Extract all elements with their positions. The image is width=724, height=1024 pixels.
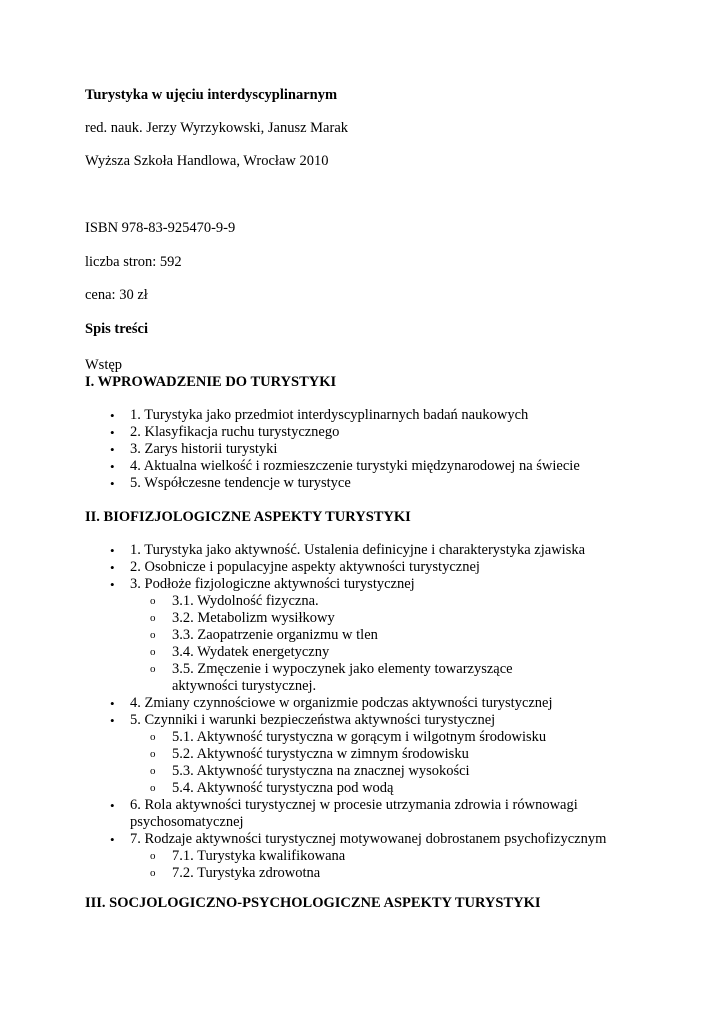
sublist-item-label: 5.2. Aktywność turystyczna w zimnym środowisku: [172, 746, 469, 762]
book-publisher: Wyższa Szkoła Handlowa, Wrocław 2010: [85, 153, 329, 169]
list-item: [85, 559, 645, 576]
sublist-item: [130, 627, 645, 644]
sublist-item: [130, 848, 645, 865]
circle-bullet-icon: o: [150, 612, 156, 624]
toc-heading: Spis treści: [85, 321, 148, 337]
bullet-icon: •: [110, 425, 115, 440]
list-item-label: 2. Osobnicze i populacyjne aspekty aktywności turystycznej: [130, 559, 480, 575]
sublist-item-label: 3.4. Wydatek energetyczny: [172, 644, 330, 660]
sublist-item: [130, 763, 645, 780]
circle-bullet-icon: o: [150, 850, 156, 862]
sublist-item: [130, 593, 645, 610]
list-item: [85, 542, 645, 559]
section-2-list: [85, 542, 645, 882]
sublist-item: [130, 865, 645, 882]
list-item: [85, 831, 645, 882]
sublist-item-label: 5.3. Aktywność turystyczna na znacznej wysokości: [172, 763, 470, 779]
list-item: [85, 407, 645, 424]
book-editors: red. nauk. Jerzy Wyrzykowski, Janusz Marak: [85, 120, 349, 136]
sublist-item-label: 7.1. Turystyka kwalifikowana: [172, 848, 346, 864]
list-item-label: 5. Współczesne tendencje w turystyce: [130, 475, 351, 491]
sublist-item: [130, 644, 645, 661]
sublist-item: [130, 780, 645, 797]
bullet-icon: •: [110, 696, 115, 711]
book-price: cena: 30 zł: [85, 287, 148, 303]
sublist-item-label: 5.4. Aktywność turystyczna pod wodą: [172, 780, 394, 796]
sublist-item-label: 7.2. Turystyka zdrowotna: [172, 865, 321, 881]
list-item: [85, 576, 645, 695]
list-item: [85, 458, 645, 475]
section-title: II. BIOFIZJOLOGICZNE ASPEKTY TURYSTYKI: [85, 509, 411, 525]
list-item-label: 1. Turystyka jako przedmiot interdyscyplinarnych badań naukowych: [130, 407, 529, 423]
circle-bullet-icon: o: [150, 629, 156, 641]
list-item-label: 2. Klasyfikacja ruchu turystycznego: [130, 424, 340, 440]
bullet-icon: •: [110, 577, 115, 592]
circle-bullet-icon: o: [150, 765, 156, 777]
sublist-item: [130, 729, 645, 746]
circle-bullet-icon: o: [150, 663, 156, 675]
toc-intro: Wstęp: [85, 357, 123, 373]
sublist-item-label: 3.3. Zaopatrzenie organizmu w tlen: [172, 627, 378, 643]
list-item: [85, 712, 645, 797]
sublist: [130, 593, 645, 695]
list-item-label: 4. Aktualna wielkość i rozmieszczenie turystyki międzynarodowej na świecie: [130, 458, 580, 474]
circle-bullet-icon: o: [150, 595, 156, 607]
list-item: [85, 797, 600, 831]
sublist: [130, 848, 645, 882]
circle-bullet-icon: o: [150, 867, 156, 879]
bullet-icon: •: [110, 543, 115, 558]
document-page: [85, 0, 685, 1024]
circle-bullet-icon: o: [150, 646, 156, 658]
list-item-label: 5. Czynniki i warunki bezpieczeństwa aktywności turystycznej: [130, 712, 496, 728]
section-title: I. WPROWADZENIE DO TURYSTYKI: [85, 374, 337, 390]
sublist-item: [130, 661, 572, 695]
sublist-item: [130, 746, 645, 763]
list-item: [85, 695, 645, 712]
circle-bullet-icon: o: [150, 731, 156, 743]
book-page-count: liczba stron: 592: [85, 254, 182, 270]
sublist: [130, 729, 645, 797]
sublist-item-label: 3.5. Zmęczenie i wypoczynek jako elementy towarzyszące aktywności turystycznej.: [172, 661, 513, 694]
sublist-item-label: 3.1. Wydolność fizyczna.: [172, 593, 319, 609]
bullet-icon: •: [110, 442, 115, 457]
section-1-list: [85, 407, 645, 492]
bullet-icon: •: [110, 713, 115, 728]
list-item: [85, 441, 645, 458]
section-title: III. SOCJOLOGICZNO-PSYCHOLOGICZNE ASPEKTY TURYSTYKI: [85, 895, 541, 911]
bullet-icon: •: [110, 476, 115, 491]
list-item: [85, 475, 645, 492]
sublist-item: [130, 610, 645, 627]
list-item: [85, 424, 645, 441]
list-item-label: 3. Zarys historii turystyki: [130, 441, 278, 457]
circle-bullet-icon: o: [150, 782, 156, 794]
bullet-icon: •: [110, 832, 115, 847]
bullet-icon: •: [110, 560, 115, 575]
bullet-icon: •: [110, 798, 115, 813]
list-item-label: 1. Turystyka jako aktywność. Ustalenia definicyjne i charakterystyka zjawiska: [130, 542, 586, 558]
sublist-item-label: 3.2. Metabolizm wysiłkowy: [172, 610, 335, 626]
list-item-label: 7. Rodzaje aktywności turystycznej motywowanej dobrostanem psychofizycznym: [130, 831, 607, 847]
list-item-label: 3. Podłoże fizjologiczne aktywności turystycznej: [130, 576, 415, 592]
book-isbn: ISBN 978-83-925470-9-9: [85, 220, 236, 236]
book-title: Turystyka w ujęciu interdyscyplinarnym: [85, 87, 338, 103]
list-item-label: 4. Zmiany czynnościowe w organizmie podczas aktywności turystycznej: [130, 695, 553, 711]
circle-bullet-icon: o: [150, 748, 156, 760]
sublist-item-label: 5.1. Aktywność turystyczna w gorącym i wilgotnym środowisku: [172, 729, 547, 745]
bullet-icon: •: [110, 459, 115, 474]
bullet-icon: •: [110, 408, 115, 423]
list-item-label: 6. Rola aktywności turystycznej w procesie utrzymania zdrowia i równowagi psychosomatycznej: [130, 797, 578, 830]
